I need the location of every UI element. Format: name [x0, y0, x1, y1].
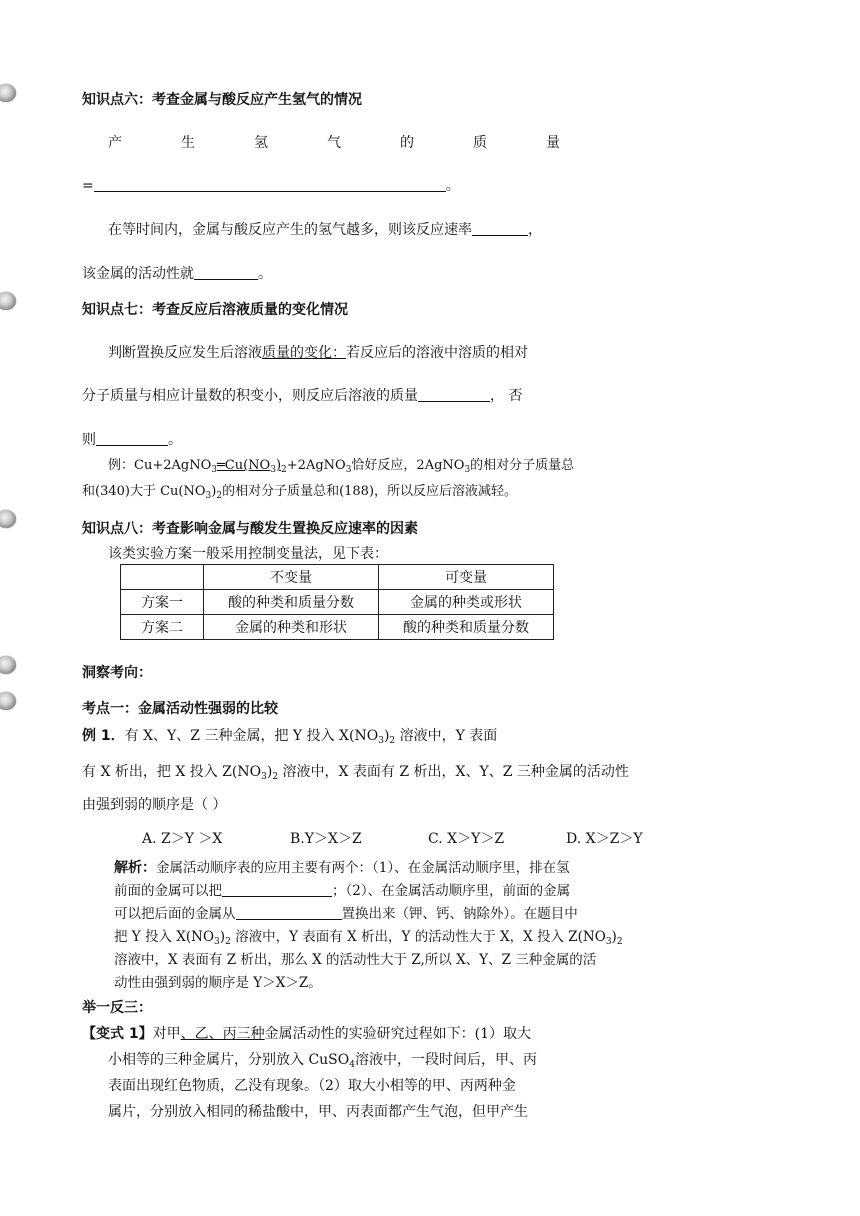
variant-line: [108, 1050, 537, 1075]
text: 例：Cu+2AgNO: [108, 458, 212, 473]
subscript: 2: [272, 772, 279, 782]
variant-line: 属片，分别放入相同的稀盐酸中，甲、丙表面都产生气泡，但甲产生: [108, 1104, 528, 1120]
paragraph: [108, 343, 528, 363]
text: ， 否: [490, 388, 523, 404]
spaced-char: 氢: [254, 135, 268, 151]
underlined-text: 质量的变化：: [262, 345, 346, 361]
text: 把 Y 投入 X(NO: [114, 929, 215, 945]
answer-blank[interactable]: [472, 221, 528, 236]
text: 小相等的三种金属片，分别放入 CuSO: [108, 1052, 350, 1068]
spaced-char: 量: [546, 135, 560, 151]
spaced-char: 质: [473, 135, 487, 151]
section-7-heading: 知识点七：考查反应后溶液质量的变化情况: [82, 302, 348, 318]
subscript: 3: [211, 465, 217, 475]
table-row: [121, 590, 554, 615]
answer-blank[interactable]: [418, 387, 490, 402]
text: 溶液中，一段时间后，甲、丙: [354, 1052, 537, 1068]
text: 溶液中，Y 表面: [395, 728, 498, 744]
insight-heading: 洞察考向：: [82, 665, 152, 681]
binder-hole-icon: [0, 692, 16, 710]
analysis-line: [114, 858, 570, 878]
text: 置换出来（钾、钙、钠除外）。在题目中: [341, 906, 578, 922]
text: 溶液中，Y 表面有 X 析出，Y 的活动性大于 X，X 投入 Z(NO: [230, 929, 606, 945]
spaced-char: 的: [400, 135, 414, 151]
table-cell: 酸的种类和质量分数: [379, 615, 554, 640]
text: ): [219, 929, 226, 945]
subscript: 2: [281, 465, 287, 475]
table-header-cell: 可变量: [379, 565, 554, 590]
option-d[interactable]: D. X＞Z＞Y: [566, 831, 643, 847]
text: +2AgNO: [286, 458, 346, 473]
spaced-char: 生: [181, 135, 195, 151]
text: 。: [168, 432, 182, 448]
text: 。: [258, 266, 272, 282]
analysis-line: [114, 881, 570, 901]
subscript: 2: [389, 736, 396, 746]
subscript: 2: [216, 491, 223, 501]
spaced-char: 产: [108, 135, 122, 151]
text: ): [275, 458, 282, 473]
answer-blank[interactable]: [194, 265, 258, 280]
text: ): [383, 728, 390, 744]
example-question-line: [82, 762, 629, 787]
text: ，: [528, 222, 542, 238]
subscript: 4: [349, 1060, 355, 1070]
text: 对甲: [152, 1026, 181, 1042]
option-a[interactable]: A. Z＞Y ＞X: [142, 831, 223, 847]
paragraph: [82, 430, 182, 450]
subscript: 2: [616, 937, 623, 947]
text: 金属活动性的实验研究过程如下：(1）取大: [264, 1026, 531, 1042]
binder-hole-icon: [0, 510, 16, 528]
text: 的相对分子质量总和(188)，所以反应后溶液减轻。: [222, 484, 518, 499]
section-6-heading: 知识点六：考查金属与酸反应产生氢气的情况: [82, 92, 362, 108]
binder-hole-icon: [0, 656, 16, 674]
text: 判断置换反应发生后溶液: [108, 345, 262, 361]
topic-1-heading: 考点一：金属活动性强弱的比较: [82, 701, 278, 717]
variant-line: [82, 1024, 531, 1044]
table-header-cell: [121, 565, 204, 590]
text: ): [611, 929, 617, 945]
spaced-line: [108, 132, 560, 152]
text: 和(340)大于 Cu(NO: [82, 484, 206, 499]
paragraph: [82, 386, 522, 406]
table-cell: 方案一: [121, 590, 204, 615]
text: ；（2）、在金属活动顺序里，前面的金属: [332, 883, 571, 899]
table-row: [121, 615, 554, 640]
example-label: 例 1．: [82, 728, 125, 744]
answer-blank[interactable]: [236, 905, 342, 920]
analysis-line: 溶液中，X 表面有 Z 析出，那么 X 的活动性大于 Z,所以 X、Y、Z 三种金属的活: [114, 952, 597, 968]
subscript: 3: [605, 937, 612, 947]
subscript: 3: [214, 937, 220, 947]
text: 溶液中，X 表面有 Z 析出，X、Y、Z 三种金属的活动性: [278, 764, 629, 780]
analysis-line: [114, 904, 578, 924]
section-8-heading: 知识点八：考查影响金属与酸发生置换反应速率的因素: [82, 521, 418, 537]
text: 可以把后面的金属从: [114, 906, 236, 922]
paragraph: [108, 220, 542, 240]
analysis-label: 解析：: [114, 860, 156, 876]
text: 金属活动顺序表的应用主要有两个：（1）、在金属活动顺序里，排在氢: [156, 860, 570, 876]
analysis-line: [114, 927, 623, 952]
text: 恰好反应，2AgNO: [351, 458, 465, 473]
text: 的相对分子质量总: [470, 458, 575, 473]
text: ═Cu(NO: [216, 458, 271, 473]
option-c[interactable]: C. X＞Y＞Z: [428, 831, 505, 847]
example-line: [108, 456, 574, 480]
subscript: 2: [225, 937, 231, 947]
text: 分子质量与相应计量数的积变小，则反应后溶液的质量: [82, 388, 418, 404]
spaced-char: 气: [327, 135, 341, 151]
text: 有 X 析出，把 X 投入 Z(NO: [82, 764, 262, 780]
subscript: 3: [378, 736, 384, 746]
text: 则: [82, 432, 96, 448]
text: 若反应后的溶液中溶质的相对: [346, 345, 528, 361]
table-cell: 酸的种类和质量分数: [204, 590, 379, 615]
example-line: [82, 482, 517, 506]
answer-blank[interactable]: [96, 431, 168, 446]
variables-table: [120, 564, 554, 640]
table-cell: 方案二: [121, 615, 204, 640]
equals-sign: =: [82, 178, 94, 194]
subscript: 3: [345, 465, 352, 475]
practice-heading: 举一反三：: [82, 1000, 152, 1016]
table-header-cell: 不变量: [204, 565, 379, 590]
variant-label: 【变式 1】: [82, 1026, 153, 1042]
period: 。: [445, 178, 460, 194]
equation-line: [82, 176, 460, 196]
table-cell: 金属的种类和形状: [204, 615, 379, 640]
binder-hole-icon: [0, 292, 16, 310]
example-question-line: 由强到弱的顺序是（ ）: [82, 797, 227, 813]
table-cell: 金属的种类或形状: [379, 590, 554, 615]
underlined-text: 、乙、丙三种: [180, 1026, 265, 1042]
text: ): [211, 484, 217, 499]
table-intro: 该类实验方案一般采用控制变量法，见下表：: [108, 546, 388, 562]
variant-line: 表面出现红色物质，乙没有现象。（2）取大小相等的甲、丙两种金: [108, 1078, 516, 1094]
answer-blank[interactable]: [222, 882, 332, 897]
table-header-row: [121, 565, 554, 590]
binder-hole-icon: [0, 84, 16, 102]
text: ): [266, 764, 273, 780]
text: 该金属的活动性就: [82, 266, 194, 282]
text: 前面的金属可以把: [114, 883, 222, 899]
text: 有 X、Y、Z 三种金属，把 Y 投入 X(NO: [124, 728, 379, 744]
analysis-line: 动性由强到弱的顺序是 Y＞X＞Z。: [114, 975, 322, 991]
example-question-line: [82, 726, 497, 751]
text: 在等时间内，金属与酸反应产生的氢气越多，则该反应速率: [108, 222, 472, 238]
subscript: 3: [270, 465, 276, 475]
answer-blank[interactable]: [94, 177, 446, 192]
subscript: 3: [205, 491, 212, 501]
subscript: 3: [464, 465, 471, 475]
subscript: 3: [261, 772, 267, 782]
paragraph: [82, 264, 272, 284]
option-b[interactable]: B.Y＞X＞Z: [290, 831, 362, 847]
